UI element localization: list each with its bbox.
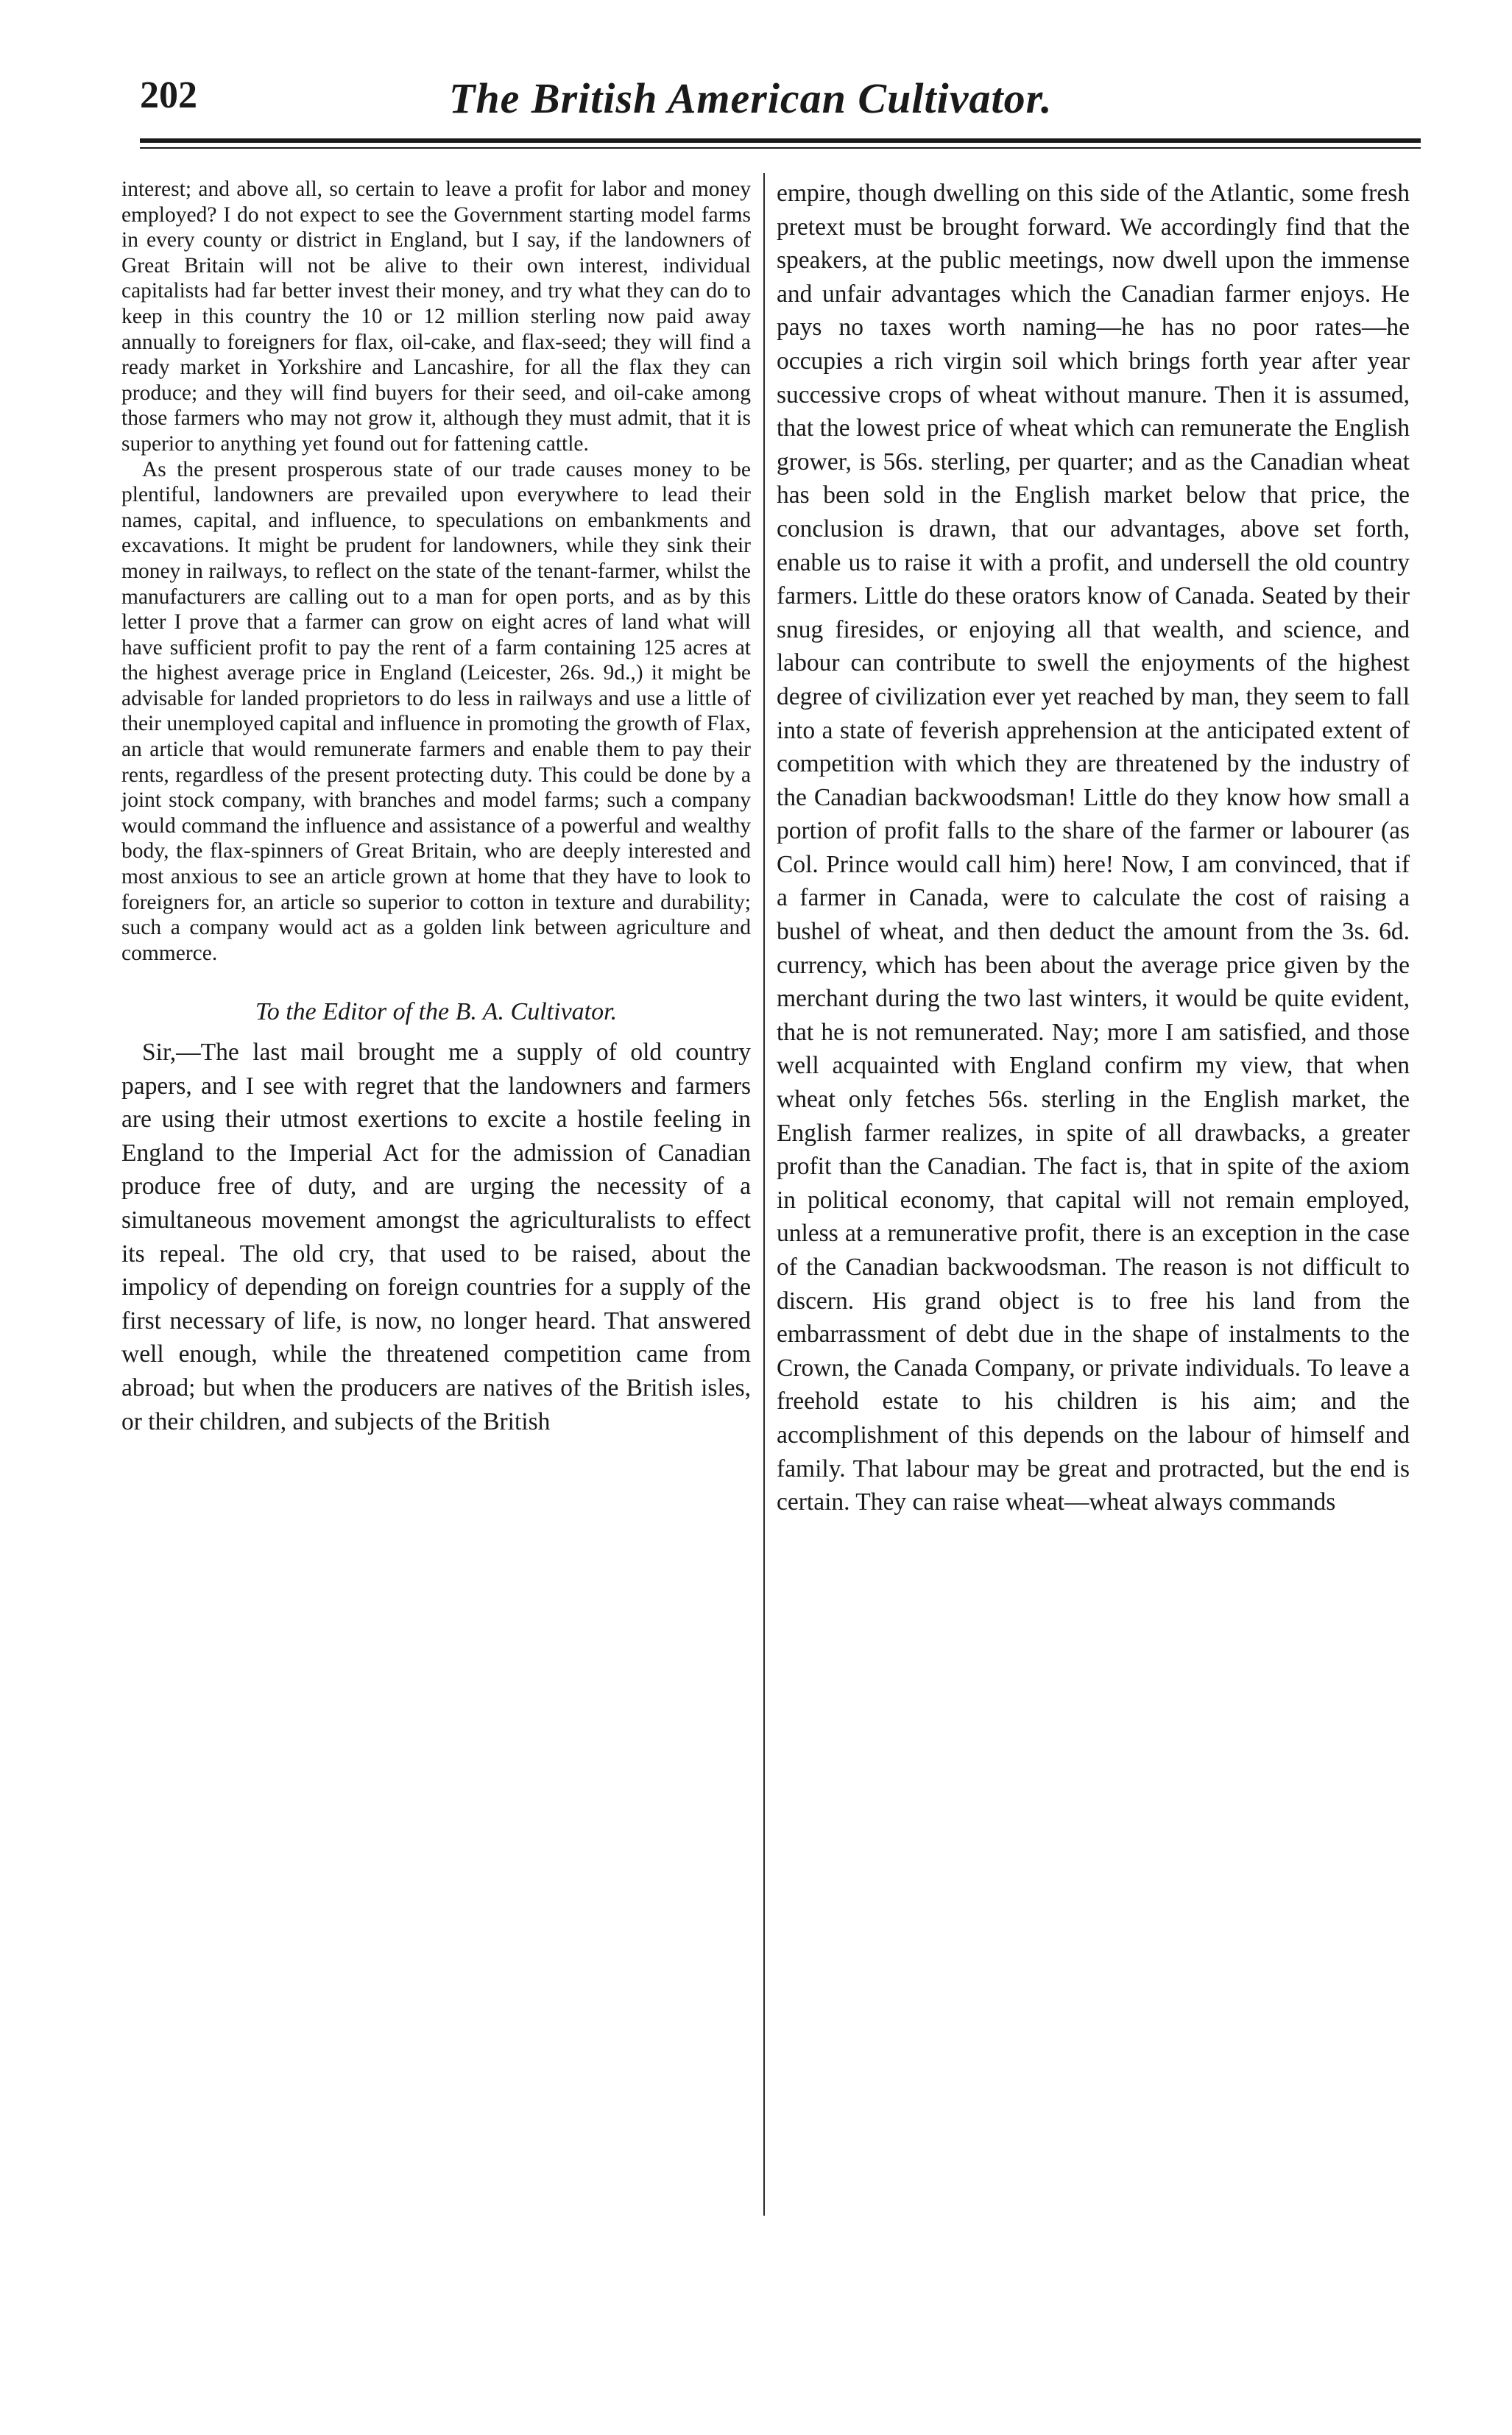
letter-body: Sir,—The last mail brought me a supply of old country papers, and I see with regret that the landowners and farmers are using their utmost exertions to excite a hostile feeling in England to the Imperial Act for the admission of Canadian produce free of duty, and are urging the necessity of a simultaneous movement amongst the agriculturalists to effect its repeal. The old cry, that used to be raised, about the impolicy of depending on foreign countries for a supply of the first necessary of life, is now, no longer heard. That answered well enough, while the threatened competition came from abroad; but when the producers are natives of the British isles, or their children, and subjects of the British (121, 1039, 751, 1435)
running-title: The British American Cultivator. (449, 74, 1053, 122)
page-number: 202 (140, 74, 197, 116)
letter-heading: To the Editor of the B. A. Cultivator. (255, 998, 618, 1026)
left-column (121, 177, 751, 1438)
column-divider (763, 173, 765, 2216)
right-column (777, 177, 1410, 1519)
left-paragraph-1: interest; and above all, so certain to leave a profit for labor and money employed? I do not expect to see the Government starting model farms in every county or district in England, but I say, if the landowners of Great Britain will not be alive to their own interest, individual capitalists had far better invest their money, and try what they can do to keep in this country the 10 or 12 million sterling now paid away annually to foreigners for flax, oil-cake, and flax-seed; they will find a ready market in Yorkshire and Lancashire, for all the flax they can produce; and they will find buyers for their seed, and oil-cake among those farmers who may not grow it, although they must admit, that it is superior to anything yet found out for fattening cattle. (121, 177, 751, 456)
header-rule-thick (140, 138, 1421, 143)
page-header (140, 74, 1421, 140)
right-paragraph-1: empire, though dwelling on this side of the Atlantic, some fresh pretext must be brought forward. We accordingly find that the speakers, at the public meetings, now dwell upon the immense and unfair advantages which the Canadian farmer enjoys. He pays no taxes worth naming—he has no poor rates—he occupies a rich virgin soil which brings forth year after year successive crops of wheat without manure. Then it is assumed, that the lowest price of wheat which can remunerate the English grower, is 56s. sterling, per quarter; and as the Canadian wheat has been sold in the English market below that price, the conclusion is drawn, that our advantages, above set forth, enable us to raise it with a profit, and undersell the old country farmers. Little do these orators know of Canada. Seated by their snug firesides, or enjoying all that wealth, and science, and labour can contribute to swell the enjoyments of the highest degree of civilization ever yet reached by man, they seem to fall into a state of feverish apprehension at the anticipated extent of competition with which they are threatened by the industry of the Canadian backwoodsman! Little do they know how small a portion of profit falls to the share of the farmer or labourer (as Col. Prince would call him) here! Now, I am convinced, that if a farmer in Canada, were to calculate the cost of raising a bushel of wheat, and then deduct the amount from the 3s. 6d. currency, which has been about the average price given by the merchant during the two last winters, it would be quite evident, that he is not remunerated. Nay; more I am satisfied, and those well acquainted with England confirm my view, that when wheat only fetches 56s. sterling in the English market, the English farmer realizes, in spite of all drawbacks, a greater profit than the Canadian. The fact is, that in spite of the axiom in political economy, that capital will not remain employed, unless at a remunerative profit, there is an exception in the case of the Canadian backwoodsman. The reason is not difficult to discern. His grand object is to free his land from the embarrassment of debt due in the shape of instalments to the Crown, the Canada Company, or private individuals. To leave a freehold estate to his children is his aim; and the accomplishment of this depends on the labour of himself and family. That labour may be great and protracted, but the end is certain. They can raise wheat—wheat always commands (777, 180, 1410, 1516)
left-paragraph-2: As the present prosperous state of our trade causes money to be plentiful, landowners are prevailed upon everywhere to lead their names, capital, and influence, to speculations on embankments and excavations. It might be prudent for landowners, while they sink their money in railways, to reflect on the state of the tenant-farmer, whilst the manufacturers are calling out to a man for open ports, and as by this letter I prove that a farmer can grow on eight acres of land what will have sufficient profit to pay the rent of a farm containing 125 acres at the highest average price in England (Leicester, 26s. 9d.,) it might be advisable for landed proprietors to do less in railways and use a little of their unemployed capital and influence in promoting the growth of Flax, an article that would remunerate farmers and enable them to pay their rents, regardless of the present protecting duty. This could be done by a joint stock company, with branches and model farms; such a company would command the influence and assistance of a powerful and wealthy body, the flax-spinners of Great Britain, who are deeply interested and most anxious to see an article grown at home that they have to look to foreigners for, an article so superior to cotton in texture and durability; such a company would act as a golden link between agriculture and commerce. (121, 457, 751, 965)
header-rule-thin (140, 147, 1421, 149)
